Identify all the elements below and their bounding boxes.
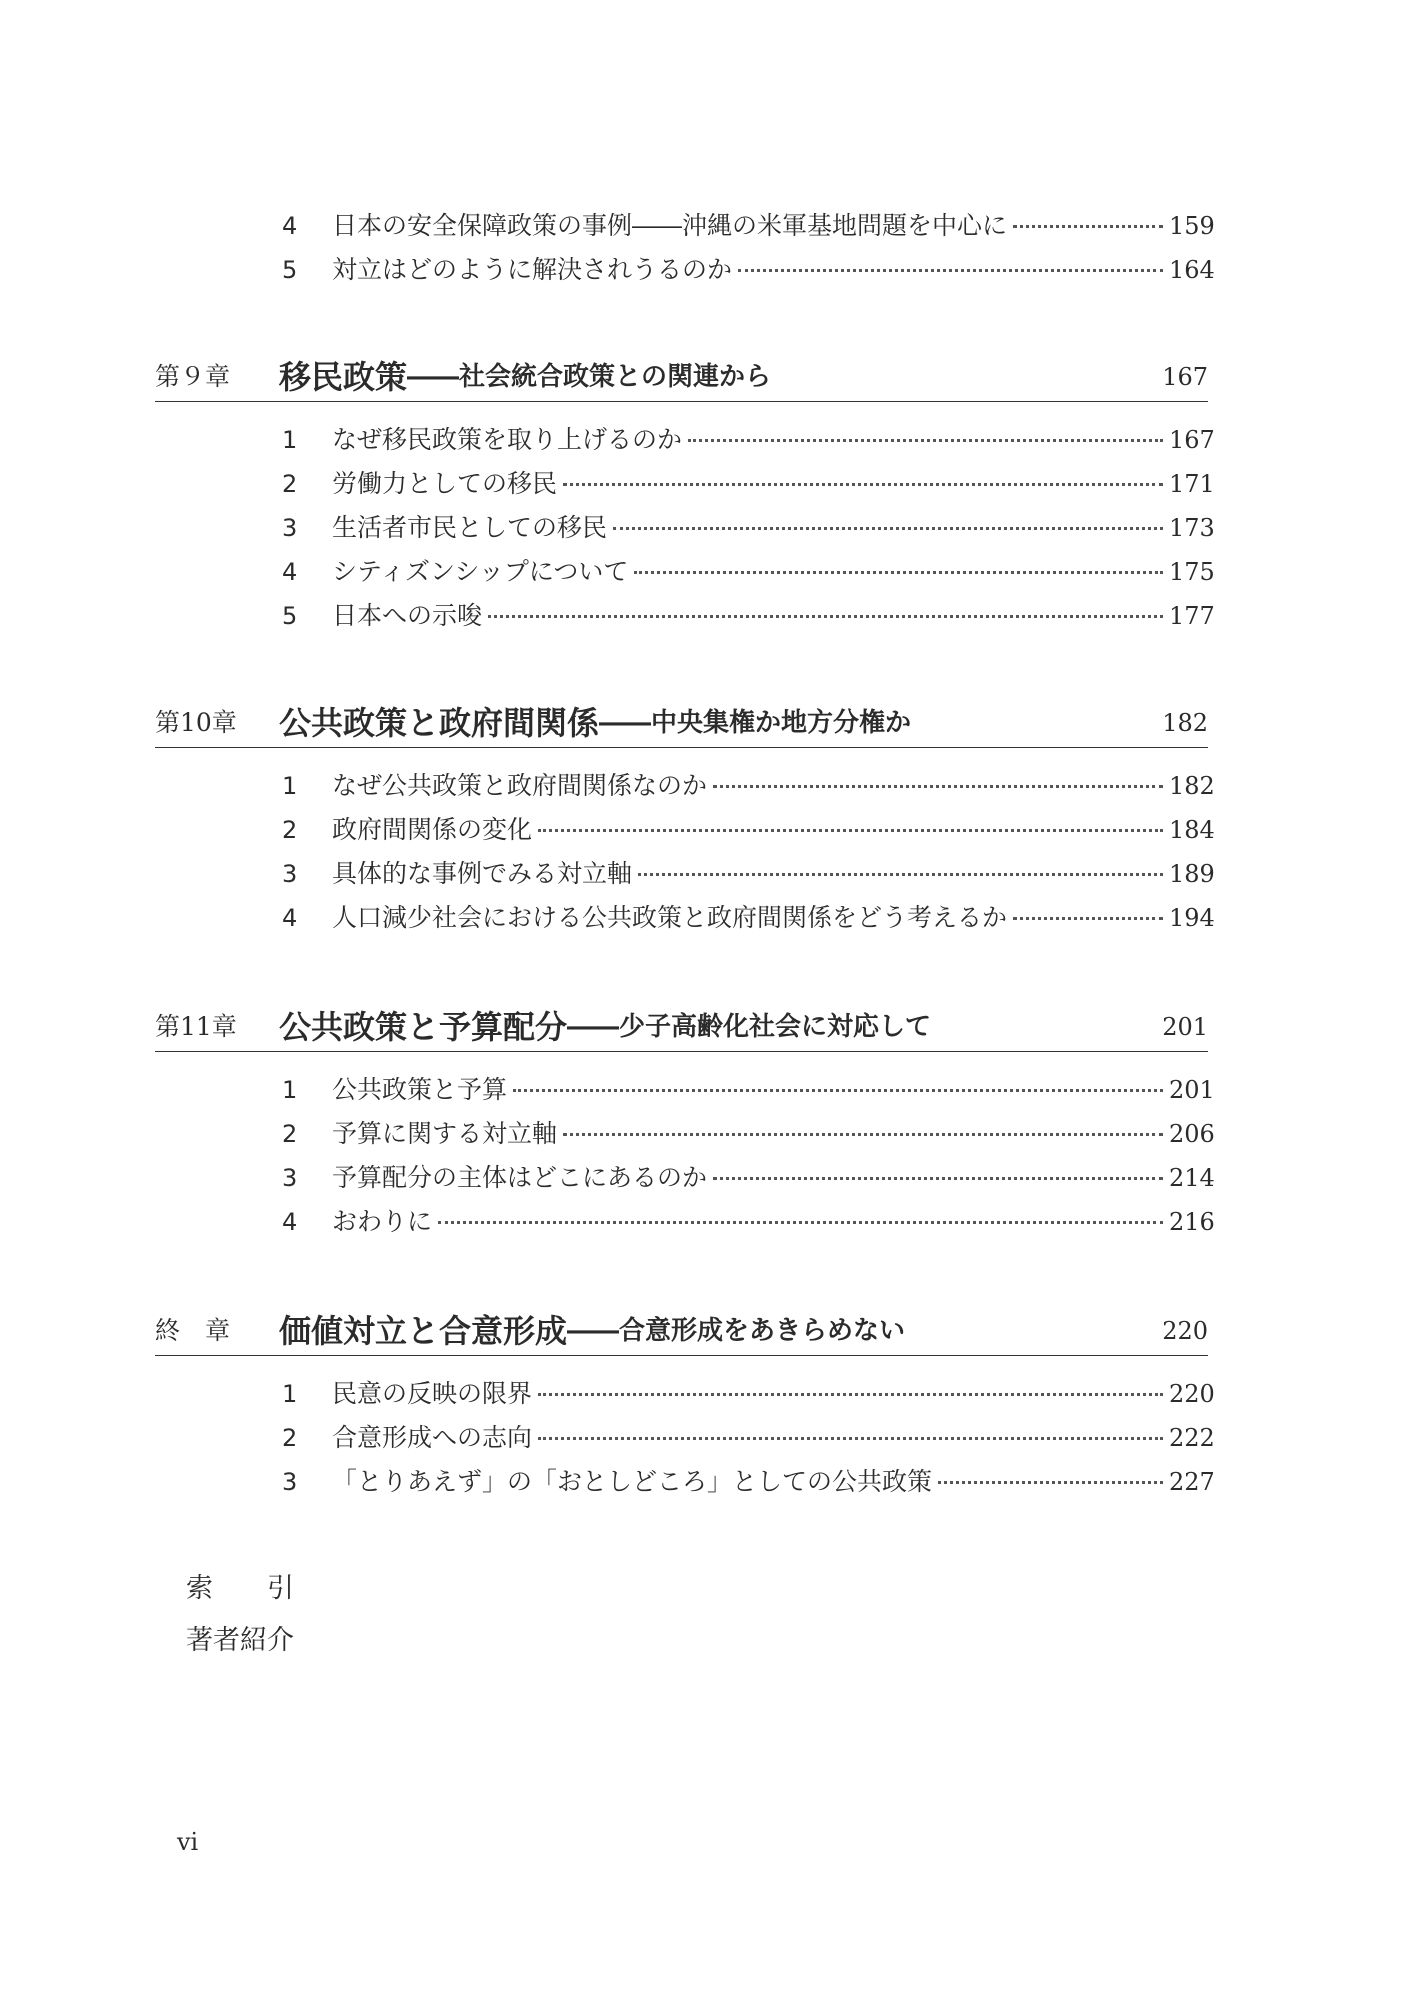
entry-title: 日本の安全保障政策の事例――沖縄の米軍基地問題を中心に: [332, 211, 1008, 240]
entry-number: 5: [282, 602, 298, 630]
chapter-page: 167: [1162, 363, 1208, 391]
chapter-label: 第10章: [155, 708, 237, 737]
leader-dots: [634, 570, 1163, 574]
leader-dots: [438, 1220, 1163, 1224]
toc-entry: [282, 1372, 1215, 1416]
entry-page: 214: [1169, 1164, 1215, 1192]
entry-page: 159: [1169, 212, 1215, 240]
chapter-entries-10: [282, 764, 1215, 940]
chapter-entries-11: [282, 1068, 1215, 1244]
entry-title: 公共政策と予算: [332, 1075, 508, 1104]
chapter-page: 182: [1162, 709, 1208, 737]
leader-dots: [563, 1132, 1163, 1136]
entry-title: 合意形成への志向: [332, 1423, 533, 1452]
back-matter-authors: 著者紹介: [186, 1625, 294, 1656]
chapter-title: 移民政策: [279, 358, 408, 396]
leader-dots: [638, 872, 1163, 876]
entry-number: 3: [282, 1164, 298, 1192]
entry-number: 4: [282, 212, 298, 240]
chapter-subtitle: ――中央集権か地方分権か: [599, 708, 912, 738]
chapter-title: 価値対立と合意形成: [279, 1312, 568, 1350]
chapter-title: 公共政策と政府間関係: [279, 704, 600, 742]
entry-number: 3: [282, 860, 298, 888]
entry-title: シティズンシップについて: [332, 557, 629, 586]
entry-number: 1: [282, 1076, 298, 1104]
entry-number: 4: [282, 1208, 298, 1236]
toc-entry: [282, 550, 1215, 594]
entry-page: 171: [1169, 470, 1215, 498]
toc-entry: [282, 418, 1215, 462]
toc-entry: [282, 896, 1215, 940]
toc-entry: [282, 764, 1215, 808]
leader-dots: [513, 1088, 1163, 1092]
leader-dots: [1013, 916, 1163, 920]
chapter-heading-11: [155, 1002, 1208, 1052]
leader-dots: [713, 784, 1163, 788]
toc-entry: [282, 248, 1215, 292]
entry-title: 人口減少社会における公共政策と政府間関係をどう考えるか: [332, 903, 1008, 932]
entry-page: 167: [1169, 426, 1215, 454]
toc-entry: [282, 852, 1215, 896]
leader-dots: [938, 1480, 1163, 1484]
entry-number: 2: [282, 1120, 298, 1148]
toc-entry: [282, 1416, 1215, 1460]
entry-page: 182: [1169, 772, 1215, 800]
toc-entry: [282, 1156, 1215, 1200]
leader-dots: [688, 438, 1163, 442]
leader-dots: [488, 614, 1163, 618]
leader-dots: [1013, 224, 1163, 228]
toc-entry: [282, 506, 1215, 550]
entry-page: 201: [1169, 1076, 1215, 1104]
toc-entry: [282, 462, 1215, 506]
entry-page: 189: [1169, 860, 1215, 888]
chapter-label: 第11章: [155, 1012, 237, 1041]
page-number: vi: [177, 1828, 199, 1856]
entry-title: 予算に関する対立軸: [332, 1119, 558, 1148]
entry-number: 5: [282, 256, 298, 284]
entry-title: 政府間関係の変化: [332, 815, 533, 844]
entry-title: 予算配分の主体はどこにあるのか: [332, 1163, 708, 1192]
entry-number: 4: [282, 904, 298, 932]
entry-title: 民意の反映の限界: [332, 1379, 533, 1408]
leader-dots: [738, 268, 1163, 272]
chapter-heading-10: [155, 698, 1208, 748]
leader-dots: [538, 1392, 1163, 1396]
toc-entry: [282, 1112, 1215, 1156]
chapter-subtitle: ――少子高齢化社会に対応して: [567, 1012, 932, 1042]
entry-page: 206: [1169, 1120, 1215, 1148]
entry-title: なぜ移民政策を取り上げるのか: [332, 425, 683, 454]
toc-entry: [282, 594, 1215, 638]
entry-number: 1: [282, 426, 298, 454]
leader-dots: [613, 526, 1163, 530]
entry-page: 184: [1169, 816, 1215, 844]
entry-title: 労働力としての移民: [332, 469, 558, 498]
entry-page: 220: [1169, 1380, 1215, 1408]
chapter-label: 終 章: [155, 1316, 231, 1345]
chapter-entries-9: [282, 418, 1215, 638]
entry-number: 1: [282, 1380, 298, 1408]
toc-section-continued: [282, 204, 1215, 292]
chapter-page: 220: [1162, 1317, 1208, 1345]
entry-page: 216: [1169, 1208, 1215, 1236]
entry-title: 日本への示唆: [332, 601, 483, 630]
entry-title: 具体的な事例でみる対立軸: [332, 859, 633, 888]
toc-entry: [282, 1068, 1215, 1112]
chapter-subtitle: ――社会統合政策との関連から: [407, 362, 772, 392]
leader-dots: [538, 828, 1163, 832]
entry-number: 4: [282, 558, 298, 586]
entry-page: 177: [1169, 602, 1215, 630]
entry-page: 173: [1169, 514, 1215, 542]
leader-dots: [713, 1176, 1163, 1180]
chapter-page: 201: [1162, 1013, 1208, 1041]
leader-dots: [563, 482, 1163, 486]
entry-title: 「とりあえず」の「おとしどころ」としての公共政策: [332, 1467, 933, 1496]
chapter-label: 第９章: [155, 362, 231, 391]
chapter-title: 公共政策と予算配分: [279, 1008, 568, 1046]
entry-title: おわりに: [332, 1207, 433, 1236]
toc-entry: [282, 204, 1215, 248]
entry-page: 175: [1169, 558, 1215, 586]
entry-number: 2: [282, 470, 298, 498]
toc-entry: [282, 1460, 1215, 1504]
chapter-heading-final: [155, 1306, 1208, 1356]
entry-page: 227: [1169, 1468, 1215, 1496]
entry-page: 194: [1169, 904, 1215, 932]
entry-number: 1: [282, 772, 298, 800]
chapter-heading-9: [155, 352, 1208, 402]
entry-title: 対立はどのように解決されうるのか: [332, 255, 733, 284]
toc-entry: [282, 1200, 1215, 1244]
toc-entry: [282, 808, 1215, 852]
entry-page: 222: [1169, 1424, 1215, 1452]
entry-number: 3: [282, 1468, 298, 1496]
entry-page: 164: [1169, 256, 1215, 284]
back-matter-index: 索 引: [186, 1573, 294, 1604]
entry-title: 生活者市民としての移民: [332, 513, 608, 542]
entry-number: 3: [282, 514, 298, 542]
entry-title: なぜ公共政策と政府間関係なのか: [332, 771, 708, 800]
entry-number: 2: [282, 1424, 298, 1452]
entry-number: 2: [282, 816, 298, 844]
leader-dots: [538, 1436, 1163, 1440]
chapter-entries-final: [282, 1372, 1215, 1504]
chapter-subtitle: ――合意形成をあきらめない: [567, 1316, 906, 1346]
